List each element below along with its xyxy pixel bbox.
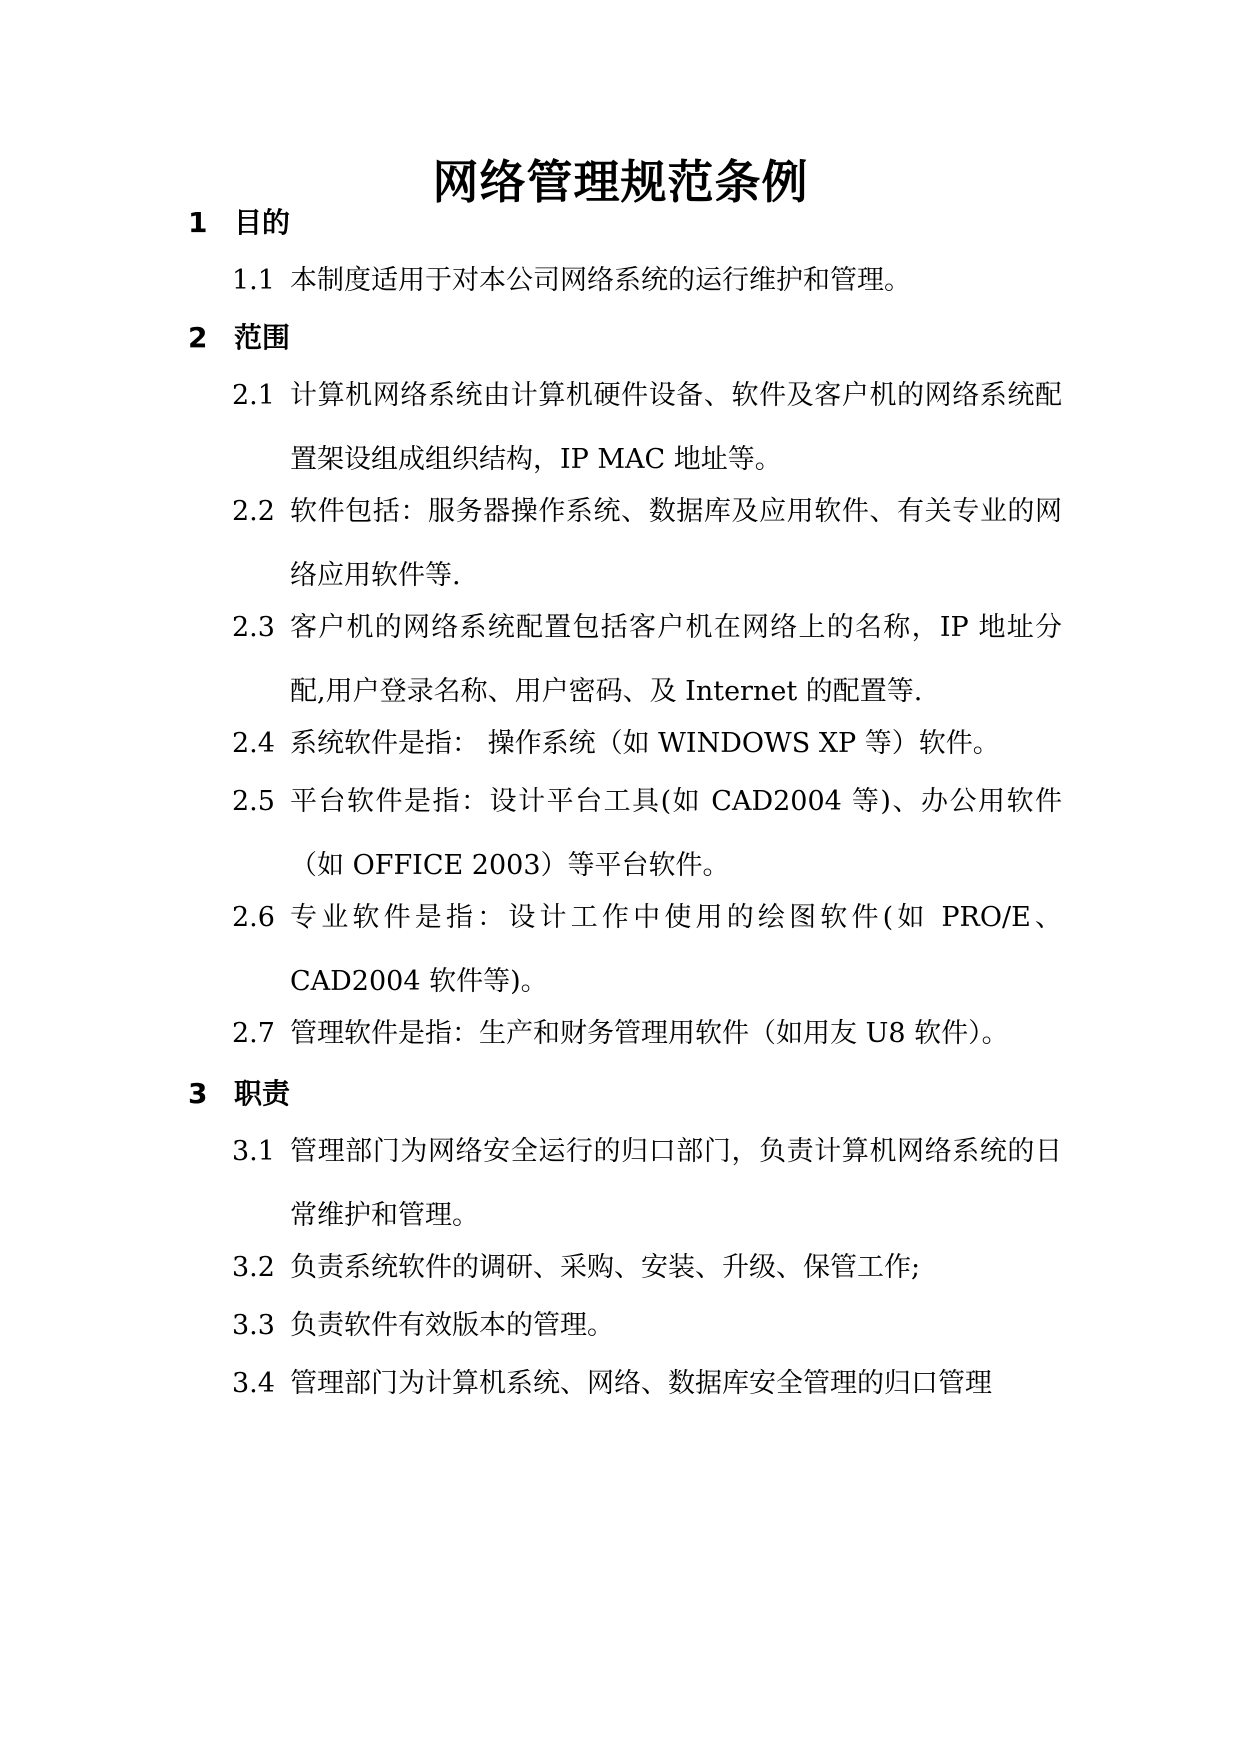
clause-number: 2.1 [232,380,275,411]
clause-number: 3.3 [232,1310,275,1341]
clause-text: 管理软件是指：生产和财务管理用软件（如用友 U8 软件）。 [290,1018,1009,1049]
clause-text: 负责系统软件的调研、采购、安装、升级、保管工作; [290,1252,921,1283]
section-heading-purpose [188,203,290,243]
clause-text: 软件包括：服务器操作系统、数据库及应用软件、有关专业的网络应用软件等. [290,496,1062,591]
clause-number: 3.4 [232,1368,275,1399]
section-number: 2 [188,321,208,354]
clause-2-4 [232,712,1062,776]
clause-3-2 [232,1236,1062,1300]
clause-3-3 [232,1294,1062,1358]
section-number: 1 [188,206,208,239]
clause-number: 3.2 [232,1252,275,1283]
clause-2-7 [232,1002,1062,1066]
clause-text: 平台软件是指：设计平台工具(如 CAD2004 等)、办公用软件（如 OFFICE 2003）等平台软件。 [290,786,1062,881]
clause-3-1 [232,1120,1062,1248]
clause-3-4 [232,1352,1062,1416]
clause-text: 客户机的网络系统配置包括客户机在网络上的名称，IP 地址分配,用户登录名称、用户密码、及 Internet 的配置等. [290,612,1062,707]
section-title: 范围 [234,321,291,354]
clause-text: 专业软件是指：设计工作中使用的绘图软件(如 PRO/E、CAD2004 软件等)。 [290,902,1062,997]
clause-number: 2.4 [232,728,275,759]
clause-text: 系统软件是指： 操作系统（如 WINDOWS XP 等）软件。 [290,728,1000,759]
clause-text: 本制度适用于对本公司网络系统的运行维护和管理。 [290,265,911,296]
clause-number: 3.1 [232,1136,275,1167]
clause-number: 2.6 [232,902,275,933]
clause-text: 负责软件有效版本的管理。 [290,1310,614,1341]
clause-2-1 [232,364,1062,492]
document-title: 网络管理规范条例 [432,155,809,209]
clause-2-6 [232,886,1062,1014]
clause-text: 管理部门为计算机系统、网络、数据库安全管理的归口管理 [290,1368,992,1399]
clause-number: 2.3 [232,612,275,643]
section-number: 3 [188,1077,208,1110]
clause-number: 1.1 [232,265,275,296]
section-title: 目的 [234,206,291,239]
clause-number: 2.2 [232,496,275,527]
clause-2-3 [232,596,1062,724]
clause-number: 2.7 [232,1018,275,1049]
section-heading-responsibilities [188,1074,290,1114]
clause-text: 管理部门为网络安全运行的归口部门，负责计算机网络系统的日常维护和管理。 [290,1136,1062,1231]
section-heading-scope [188,318,290,358]
section-title: 职责 [234,1077,291,1110]
clause-1-1 [232,249,1062,313]
clause-number: 2.5 [232,786,275,817]
clause-2-2 [232,480,1062,608]
clause-text: 计算机网络系统由计算机硬件设备、软件及客户机的网络系统配置架设组成组织结构，IP MAC 地址等。 [290,380,1062,475]
clause-2-5 [232,770,1062,898]
